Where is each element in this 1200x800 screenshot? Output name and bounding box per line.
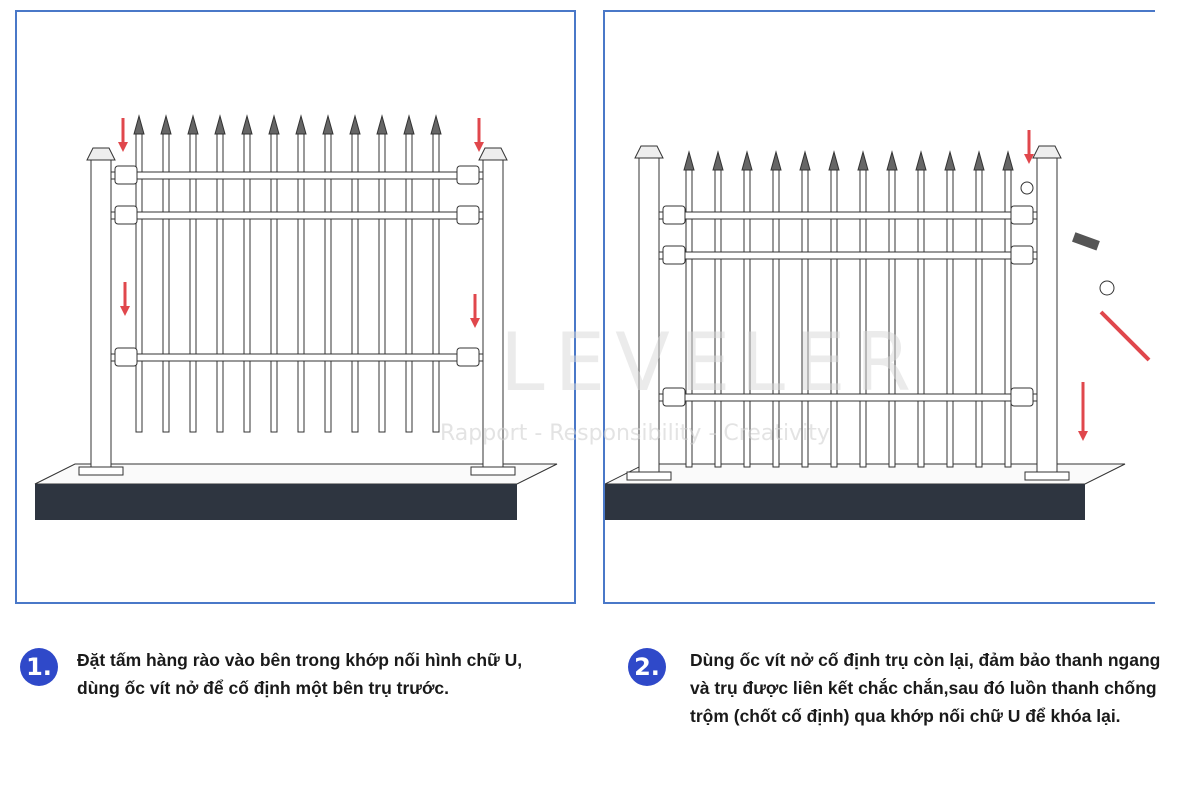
step-1-number-badge: 1. (20, 648, 58, 686)
watermark-tagline: Rapport - Responsibility - Creativity (440, 421, 830, 446)
step-2-text: Dùng ốc vít nở cố định trụ còn lại, đảm bảo thanh ngang và trụ được liên kết chắc chắn,sau đó luồn thanh chống trộm (chốt cố định) qua khớp nối chữ U để khóa lại. (690, 650, 1161, 726)
step-2-number-badge: 2. (628, 648, 666, 686)
step-1-text: Đặt tấm hàng rào vào bên trong khớp nối hình chữ U, dùng ốc vít nở để cố định một bên trụ trước. (77, 650, 523, 698)
watermark-name: LEVELER (500, 316, 922, 409)
